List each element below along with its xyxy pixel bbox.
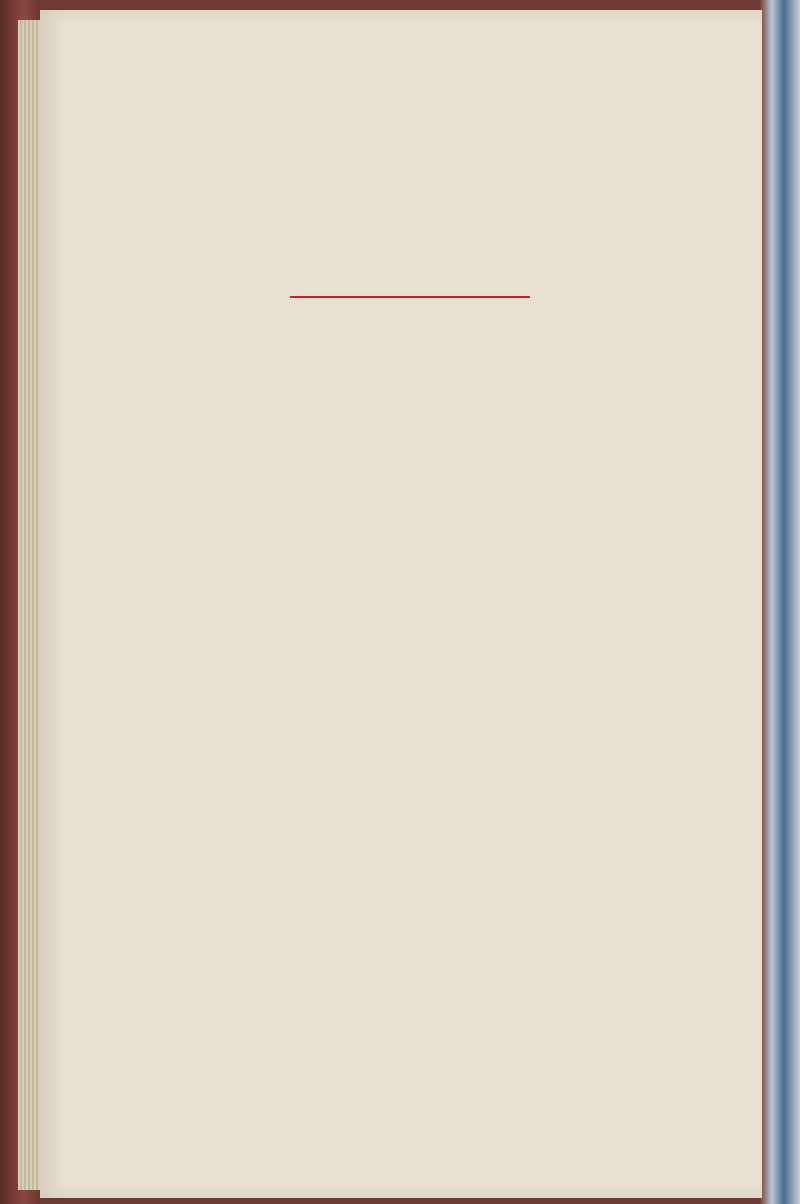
book-cover-right — [760, 0, 800, 1204]
title-underline — [290, 296, 530, 298]
ornamental-border — [95, 183, 725, 1063]
page-title — [290, 258, 530, 298]
